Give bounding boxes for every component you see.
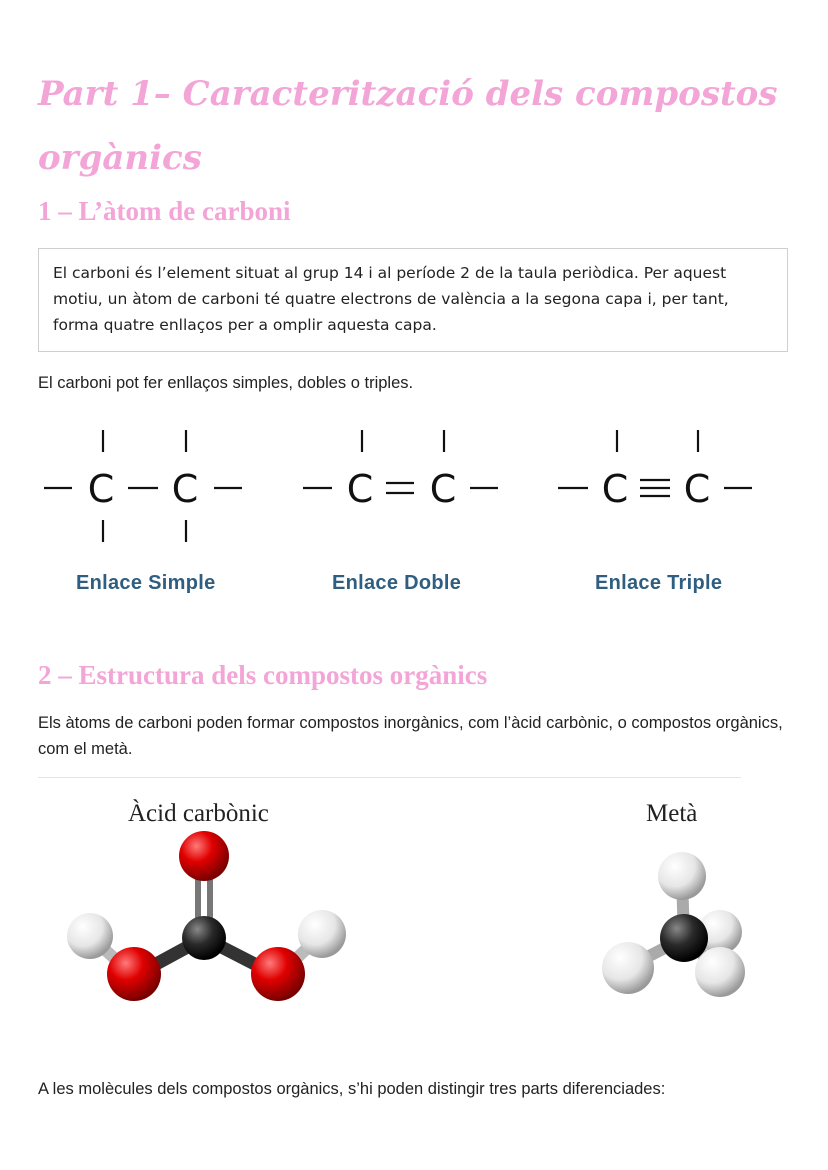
hydrogen-atom: [298, 910, 346, 958]
methane-molecule: [596, 840, 766, 1010]
carbon-atom: [660, 914, 708, 962]
carbon-atom: C: [683, 467, 711, 511]
carbon-atom: C: [601, 467, 629, 511]
oxygen-atom: [107, 947, 161, 1001]
double-bond-structure: [303, 430, 498, 493]
carbon-atom: C: [171, 467, 199, 511]
hydrogen-atom: [602, 942, 654, 994]
single-bond-structure: [44, 430, 242, 542]
parts-intro-text: A les molècules dels compostos orgànics, s’hi poden distingir tres parts diferenciades:: [38, 1080, 666, 1098]
triple-bond-structure: [558, 430, 752, 496]
bonds-intro-text: El carboni pot fer enllaços simples, dobles o triples.: [38, 374, 414, 392]
hydrogen-atom: [695, 947, 745, 997]
double-bond-label: Enlace Doble: [332, 572, 462, 594]
section-1-heading: 1 – L’àtom de carboni: [38, 196, 291, 226]
carbonic-acid-label: Àcid carbònic: [128, 800, 269, 827]
carbon-atom: [182, 916, 226, 960]
oxygen-atom: [251, 947, 305, 1001]
compounds-intro-text: Els àtoms de carboni poden formar compostos inorgànics, com l’àcid carbònic, o compostos orgànics, com el metà.: [38, 714, 783, 758]
info-box-text: El carboni és l’element situat al grup 14 i al període 2 de la taula periòdica. Per aquest motiu, un àtom de carboni té quatre electrons de valència a la segona capa i, per tant, forma quatre enllaços per a omplir aquesta capa.: [53, 264, 729, 334]
carbon-atom: C: [346, 467, 374, 511]
carbonic-acid-molecule: [50, 828, 380, 1008]
oxygen-atom: [179, 831, 229, 881]
section-2-heading: 2 – Estructura dels compostos orgànics: [38, 660, 488, 690]
single-bond-label: Enlace Simple: [76, 572, 216, 594]
carbon-bonds-diagram: [0, 424, 828, 544]
carbon-atom: C: [87, 467, 115, 511]
methane-label: Metà: [646, 800, 698, 827]
info-box: [38, 248, 788, 352]
triple-bond-label: Enlace Triple: [595, 572, 723, 594]
page-title: Part 1– Caracterització dels compostos orgànics: [38, 74, 778, 178]
hydrogen-atom: [658, 852, 706, 900]
hydrogen-atom: [67, 913, 113, 959]
divider: [38, 777, 741, 778]
carbon-atom: C: [429, 467, 457, 511]
